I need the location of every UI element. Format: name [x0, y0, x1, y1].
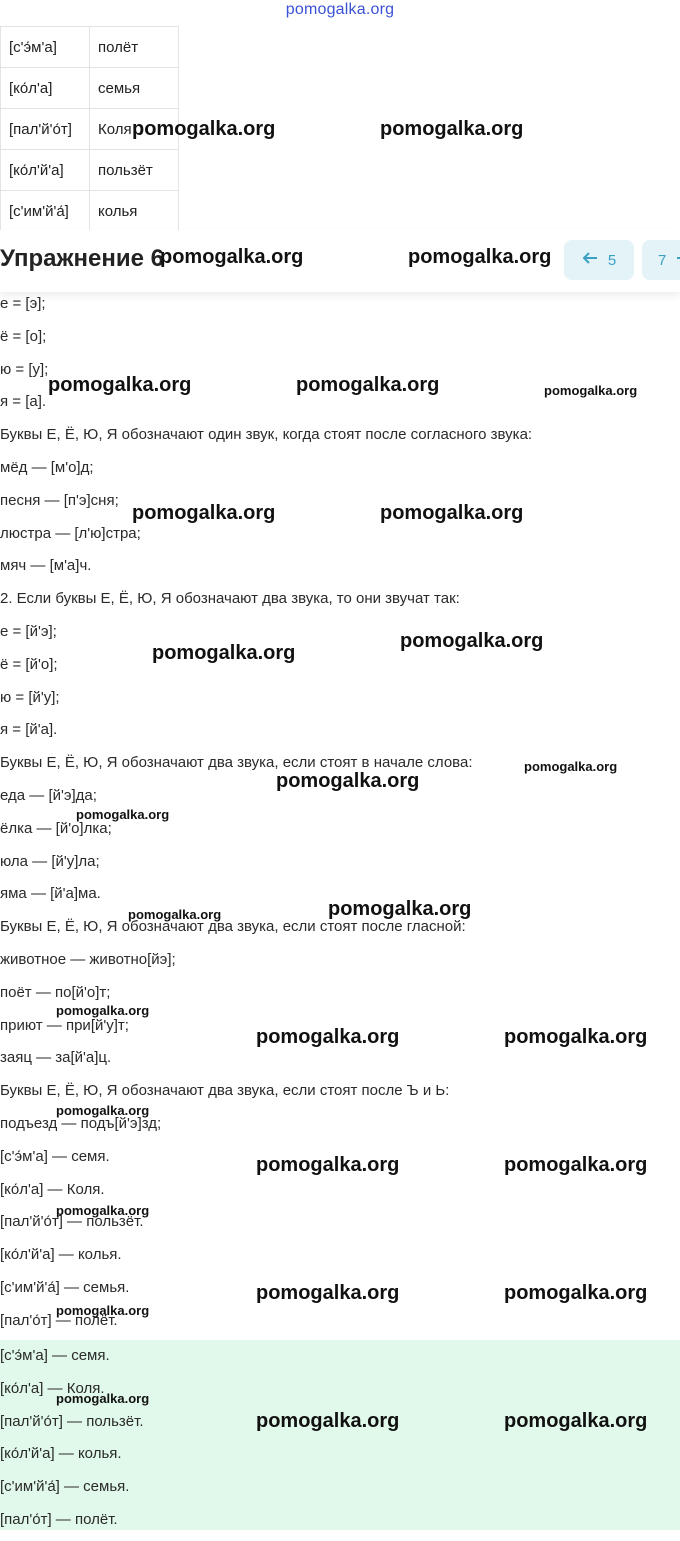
watermark: pomogalka.org — [400, 630, 544, 652]
exercise-header — [0, 230, 680, 292]
watermark: pomogalka.org — [504, 1026, 648, 1048]
watermark: pomogalka.org — [256, 1154, 400, 1176]
watermark: pomogalka.org — [504, 1410, 648, 1432]
table-cell: семья — [90, 68, 179, 109]
watermark: pomogalka.org — [380, 502, 524, 524]
table-cell: колья — [90, 191, 179, 232]
text-line: заяц — за[й'а]ц. — [0, 1049, 112, 1067]
watermark: pomogalka.org — [48, 374, 192, 396]
text-line: Буквы Е, Ё, Ю, Я обозначают один звук, когда стоят после согласного звука: — [0, 426, 533, 444]
watermark: pomogalka.org — [256, 1026, 400, 1048]
answer-line: [ко́л'а] — Коля. — [0, 1379, 105, 1397]
table-cell: полёт — [90, 27, 179, 68]
text-line: [пал'о́т] — полёт. — [0, 1311, 118, 1329]
table-cell: Коля — [90, 109, 179, 150]
watermark: pomogalka.org — [524, 759, 618, 774]
text-line: животное — животно[йэ]; — [0, 950, 176, 968]
answer-line: [с'э́м'а] — семя. — [0, 1347, 110, 1364]
table-cell: [с'э́м'а] — [1, 27, 90, 68]
text-line: [ко́л'а] — Коля. — [0, 1180, 105, 1198]
text-line: мяч — [м'а]ч. — [0, 557, 92, 575]
table-row — [1, 191, 179, 232]
watermark: pomogalka.org — [544, 383, 638, 398]
next-exercise-label: 7 — [658, 251, 667, 269]
text-line: [с'им'й'а́] — семья. — [0, 1278, 130, 1296]
answer-block — [0, 1340, 680, 1530]
table-cell: [ко́л'й'а] — [1, 150, 90, 191]
watermark: pomogalka.org — [408, 246, 552, 268]
text-line: Буквы Е, Ё, Ю, Я обозначают два звука, если стоят в начале слова: — [0, 754, 473, 772]
watermark: pomogalka.org — [76, 807, 170, 822]
watermark: pomogalka.org — [256, 1282, 400, 1304]
text-line: ё = [й'о]; — [0, 655, 58, 673]
table-cell: [пал'й'о́т] — [1, 109, 90, 150]
text-line: ю = [й'у]; — [0, 688, 60, 706]
text-line: я = [й'а]. — [0, 721, 58, 739]
watermark: pomogalka.org — [56, 1103, 150, 1118]
watermark: pomogalka.org — [132, 118, 276, 140]
watermark: pomogalka.org — [160, 246, 304, 268]
text-line: мёд — [м'о]д; — [0, 458, 94, 476]
table-cell: пользёт — [90, 150, 179, 191]
table-row — [1, 27, 179, 68]
text-line: яма — [й'а]ма. — [0, 885, 101, 903]
arrow-left-icon — [582, 251, 598, 269]
text-line: Буквы Е, Ё, Ю, Я обозначают два звука, если стоят после Ъ и Ь: — [0, 1082, 450, 1100]
text-line: е = [э]; — [0, 295, 46, 312]
watermark: pomogalka.org — [504, 1282, 648, 1304]
watermark: pomogalka.org — [56, 1303, 150, 1318]
table-cell: [ко́л'а] — [1, 68, 90, 109]
text-line: [с'э́м'а] — семя. — [0, 1147, 110, 1165]
text-line: 2. Если буквы Е, Ё, Ю, Я обозначают два звука, то они звучат так: — [0, 590, 460, 608]
table-cell: [с'им'й'а́] — [1, 191, 90, 232]
answer-line: [с'им'й'а́] — семья. — [0, 1478, 130, 1496]
table-row — [1, 150, 179, 191]
answer-line: [пал'й'о́т] — пользёт. — [0, 1412, 144, 1430]
watermark: pomogalka.org — [328, 898, 472, 920]
text-line: [ко́л'й'а] — колья. — [0, 1246, 122, 1264]
answer-line: [ко́л'й'а] — колья. — [0, 1445, 122, 1463]
watermark: pomogalka.org — [276, 770, 420, 792]
watermark: pomogalka.org — [56, 1003, 150, 1018]
answer-line: [пал'о́т] — полёт. — [0, 1510, 118, 1528]
text-line: [пал'й'о́т] — пользёт. — [0, 1213, 144, 1231]
text-line: еда — [й'э]да; — [0, 786, 97, 804]
next-exercise-button[interactable] — [642, 240, 680, 280]
text-line: ёлка — [й'о]лка; — [0, 819, 112, 837]
text-line: ё = [о]; — [0, 327, 47, 345]
watermark: pomogalka.org — [152, 642, 296, 664]
text-line: песня — [п'э]сня; — [0, 491, 119, 509]
text-line: я = [а]. — [0, 393, 47, 411]
prev-exercise-label: 5 — [607, 251, 617, 269]
table-row — [1, 68, 179, 109]
text-line: Буквы Е, Ё, Ю, Я обозначают два звука, если стоят после гласной: — [0, 918, 466, 936]
prev-exercise-button[interactable] — [564, 240, 634, 280]
watermark: pomogalka.org — [56, 1203, 150, 1218]
text-line: юла — [й'у]ла; — [0, 852, 100, 870]
text-line: е = [й'э]; — [0, 622, 57, 640]
watermark: pomogalka.org — [132, 502, 276, 524]
text-line: ю = [у]; — [0, 360, 49, 378]
text-line: люстра — [л'ю]стра; — [0, 524, 141, 542]
arrow-right-icon — [676, 251, 680, 269]
top-site-link[interactable]: pomogalka.org — [285, 1, 395, 18]
text-line: подъезд — подъ[й'э]зд; — [0, 1114, 162, 1132]
watermark: pomogalka.org — [504, 1154, 648, 1176]
watermark: pomogalka.org — [128, 907, 222, 922]
text-line: поёт — по[й'о]т; — [0, 983, 111, 1001]
watermark: pomogalka.org — [296, 374, 440, 396]
watermark: pomogalka.org — [56, 1391, 150, 1406]
page-title: Упражнение 6 — [0, 245, 164, 272]
watermark: pomogalka.org — [380, 118, 524, 140]
text-line: приют — при[й'у]т; — [0, 1016, 129, 1034]
watermark: pomogalka.org — [256, 1410, 400, 1432]
